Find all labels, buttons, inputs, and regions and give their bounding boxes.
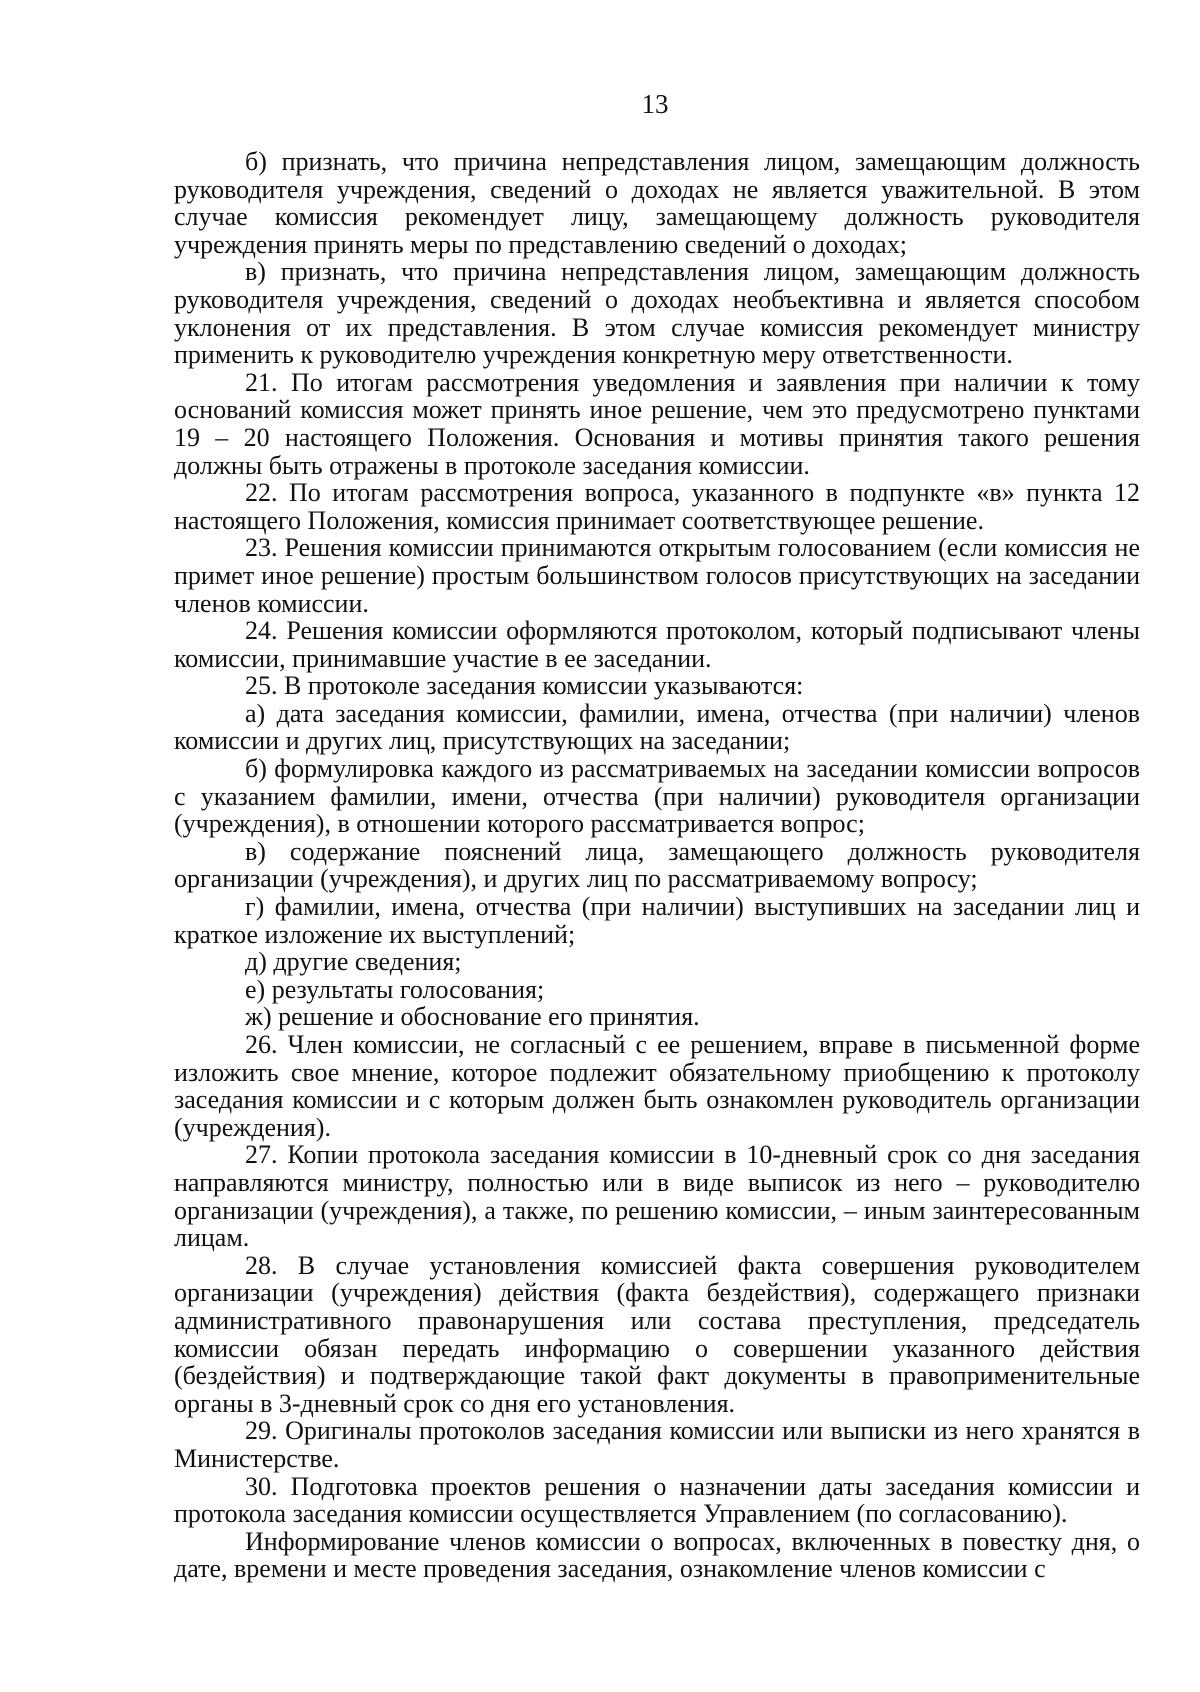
paragraph-25g-speakers: г) фамилии, имена, отчества (при наличии) выступивших на заседании лиц и краткое изложение их выступлений; <box>174 892 1140 949</box>
paragraph-23-voting: 23. Решения комиссии принимаются открытым голосованием (если комиссия не примет иное решение) простым большинством голосов присутствующих на заседании членов комиссии. <box>174 533 1140 618</box>
paragraph-25a-date: а) дата заседания комиссии, фамилии, имена, отчества (при наличии) членов комиссии и других лиц, присутствующих на заседании; <box>174 698 1140 756</box>
paragraph-22-decision: 22. По итогам рассмотрения вопроса, указанного в подпункте «в» пункта 12 настоящего Положения, комиссия принимает соответствующее решение. <box>174 478 1140 535</box>
paragraph-25d-other-info: д) другие сведения; <box>245 947 462 977</box>
paragraph-21-other-decision: 21. По итогам рассмотрения уведомления и заявления при наличии к тому оснований комиссия может принять иное решение, чем это предусмотрено пунктами 19 – 20 настоящего Положения. Основания и мотивы принятия такого решения должны быть отражены в протоколе заседания комиссии. <box>174 367 1140 480</box>
page-number: 13 <box>641 89 669 119</box>
paragraph-26-dissent: 26. Член комиссии, не согласный с ее решением, вправе в письменной форме изложить свое мнение, которое подлежит обязательному приобщению к протоколу заседания комиссии и с которым должен быть ознакомлен руководитель организации (учреждения). <box>174 1030 1140 1142</box>
paragraph-28-offense: 28. В случае установления комиссией факта совершения руководителем организации (учреждения) действия (факта бездействия), содержащего признаки административного правонарушения или состава преступления, председатель комиссии обязан передать информацию о совершении указанного действия (бездействия) и подтверждающие такой факт документы в правоприменительные органы в 3-дневный срок со дня его установления. <box>174 1250 1140 1418</box>
paragraph-27-copies: 27. Копии протокола заседания комиссии в 10-дневный срок со дня заседания направляются министру, полностью или в виде выписок из него – руководителю организации (учреждения), а также, по решению комиссии, – иным заинтересованным лицам. <box>174 1140 1140 1253</box>
paragraph-v-evasion: в) признать, что причина непредставления лицом, замещающим должность руководителя учреждения, сведений о доходах необъективна и является способом уклонения от их представления. В этом случае комиссия рекомендует министру применить к руководителю учреждения конкретную меру ответственности. <box>174 257 1140 370</box>
paragraph-24-protocol: 24. Решения комиссии оформляются протоколом, который подписывают члены комиссии, принимавшие участие в ее заседании. <box>174 616 1140 673</box>
paragraph-25-protocol-contents: 25. В протоколе заседания комиссии указываются: <box>245 671 804 701</box>
paragraph-25zh-decision: ж) решение и обоснование его принятия. <box>245 1002 700 1032</box>
paragraph-25v-explanations: в) содержание пояснений лица, замещающего должность руководителя организации (учреждения), и других лиц по рассматриваемому вопросу; <box>174 836 1140 894</box>
document-body <box>174 148 1140 1583</box>
paragraph-informing: Информирование членов комиссии о вопросах, включенных в повестку дня, о дате, времени и месте проведения заседания, ознакомление членов комиссии с <box>174 1526 1140 1584</box>
paragraph-30-preparation: 30. Подготовка проектов решения о назначении даты заседания комиссии и протокола заседания комиссии осуществляется Управлением (по согласованию). <box>174 1471 1140 1529</box>
paragraph-29-originals: 29. Оригиналы протоколов заседания комиссии или выписки из него хранятся в Министерстве. <box>174 1416 1140 1473</box>
paragraph-b-unjustified-reason: б) признать, что причина непредставления лицом, замещающим должность руководителя учреждения, сведений о доходах не является уважительной. В этом случае комиссия рекомендует лицу, замещающему должность руководителя учреждения принять меры по представлению сведений о доходах; <box>174 147 1140 259</box>
paragraph-25b-questions: б) формулировка каждого из рассматриваемых на заседании комиссии вопросов с указанием фамилии, имени, отчества (при наличии) руководителя организации (учреждения), в отношении которого рассматривается вопрос; <box>174 754 1140 839</box>
paragraph-25e-voting-results: е) результаты голосования; <box>245 974 545 1004</box>
